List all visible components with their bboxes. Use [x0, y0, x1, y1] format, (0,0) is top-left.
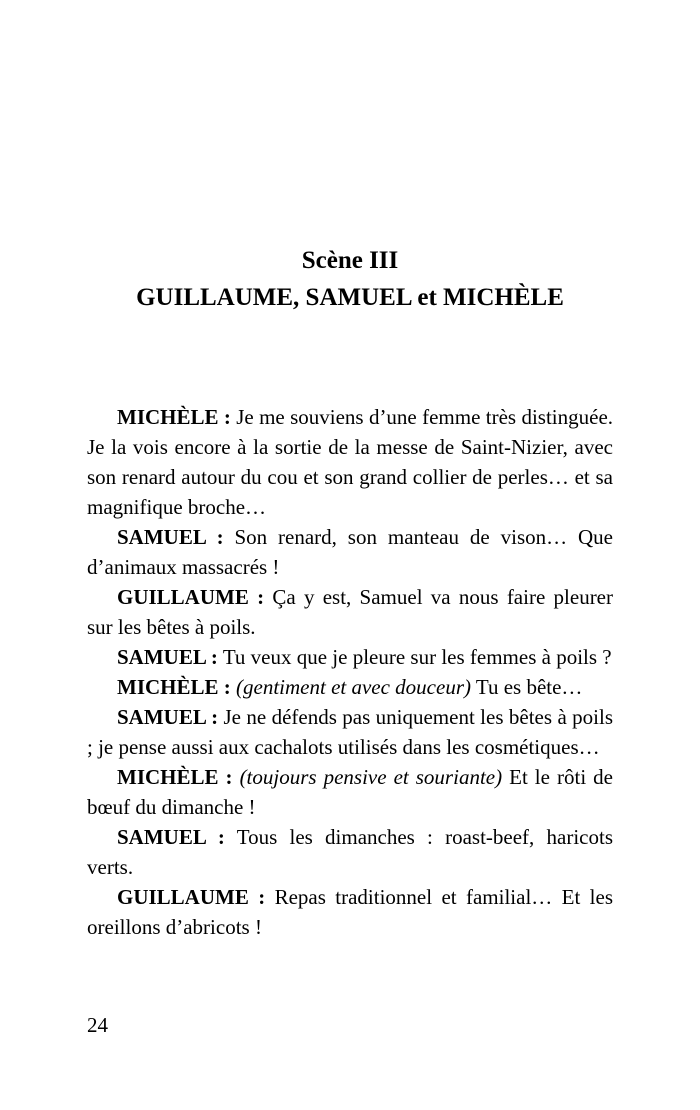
stage-direction: (toujours pensive et souriante) — [239, 765, 503, 789]
dialogue-body — [87, 402, 613, 942]
line-text: Tu es bête… — [475, 675, 583, 699]
line-text: Et le rôti de bœuf du dimanche ! — [87, 765, 613, 819]
dialogue-line — [87, 642, 613, 672]
page-number: 24 — [87, 1013, 108, 1037]
dialogue-line — [87, 522, 613, 582]
scene-characters: GUILLAUME, SAMUEL et MICHÈLE — [136, 284, 564, 311]
speaker-name: MICHÈLE : — [117, 765, 233, 789]
dialogue-line — [87, 402, 613, 522]
dialogue-line — [87, 672, 613, 702]
line-text: Tu veux que je pleure sur les femmes à poils ? — [222, 645, 612, 669]
speaker-name: SAMUEL : — [117, 705, 219, 729]
speaker-name: SAMUEL : — [117, 825, 225, 849]
dialogue-line — [87, 822, 613, 882]
speaker-name: SAMUEL : — [117, 645, 218, 669]
speaker-name: MICHÈLE : — [117, 405, 231, 429]
line-text: Tous les dimanches : roast-beef, haricots verts. — [87, 825, 613, 879]
line-text: Je me souviens d’une femme très distinguée. Je la vois encore à la sortie de la messe de Saint-Nizier, avec son renard autour du cou et son grand collier de perles… et sa magnifique broche… — [87, 405, 614, 519]
line-text: Son renard, son manteau de vison… Que d’animaux massacrés ! — [87, 525, 613, 579]
speaker-name: SAMUEL : — [117, 525, 224, 549]
dialogue-line — [87, 702, 613, 762]
dialogue-line — [87, 762, 613, 822]
speaker-name: GUILLAUME : — [117, 585, 265, 609]
line-text: Je ne défends pas uniquement les bêtes à poils ; je pense aussi aux cachalots utilisés dans les cosmétiques… — [87, 705, 613, 759]
line-text: Repas traditionnel et familial… Et les oreillons d’abricots ! — [87, 885, 614, 939]
line-text: Ça y est, Samuel va nous faire pleurer sur les bêtes à poils. — [87, 585, 613, 639]
dialogue-line — [87, 582, 613, 642]
stage-direction: (gentiment et avec douceur) — [236, 675, 471, 699]
speaker-name: MICHÈLE : — [117, 675, 231, 699]
dialogue-line — [87, 882, 613, 942]
speaker-name: GUILLAUME : — [117, 885, 266, 909]
scene-title: Scène III — [301, 247, 399, 274]
